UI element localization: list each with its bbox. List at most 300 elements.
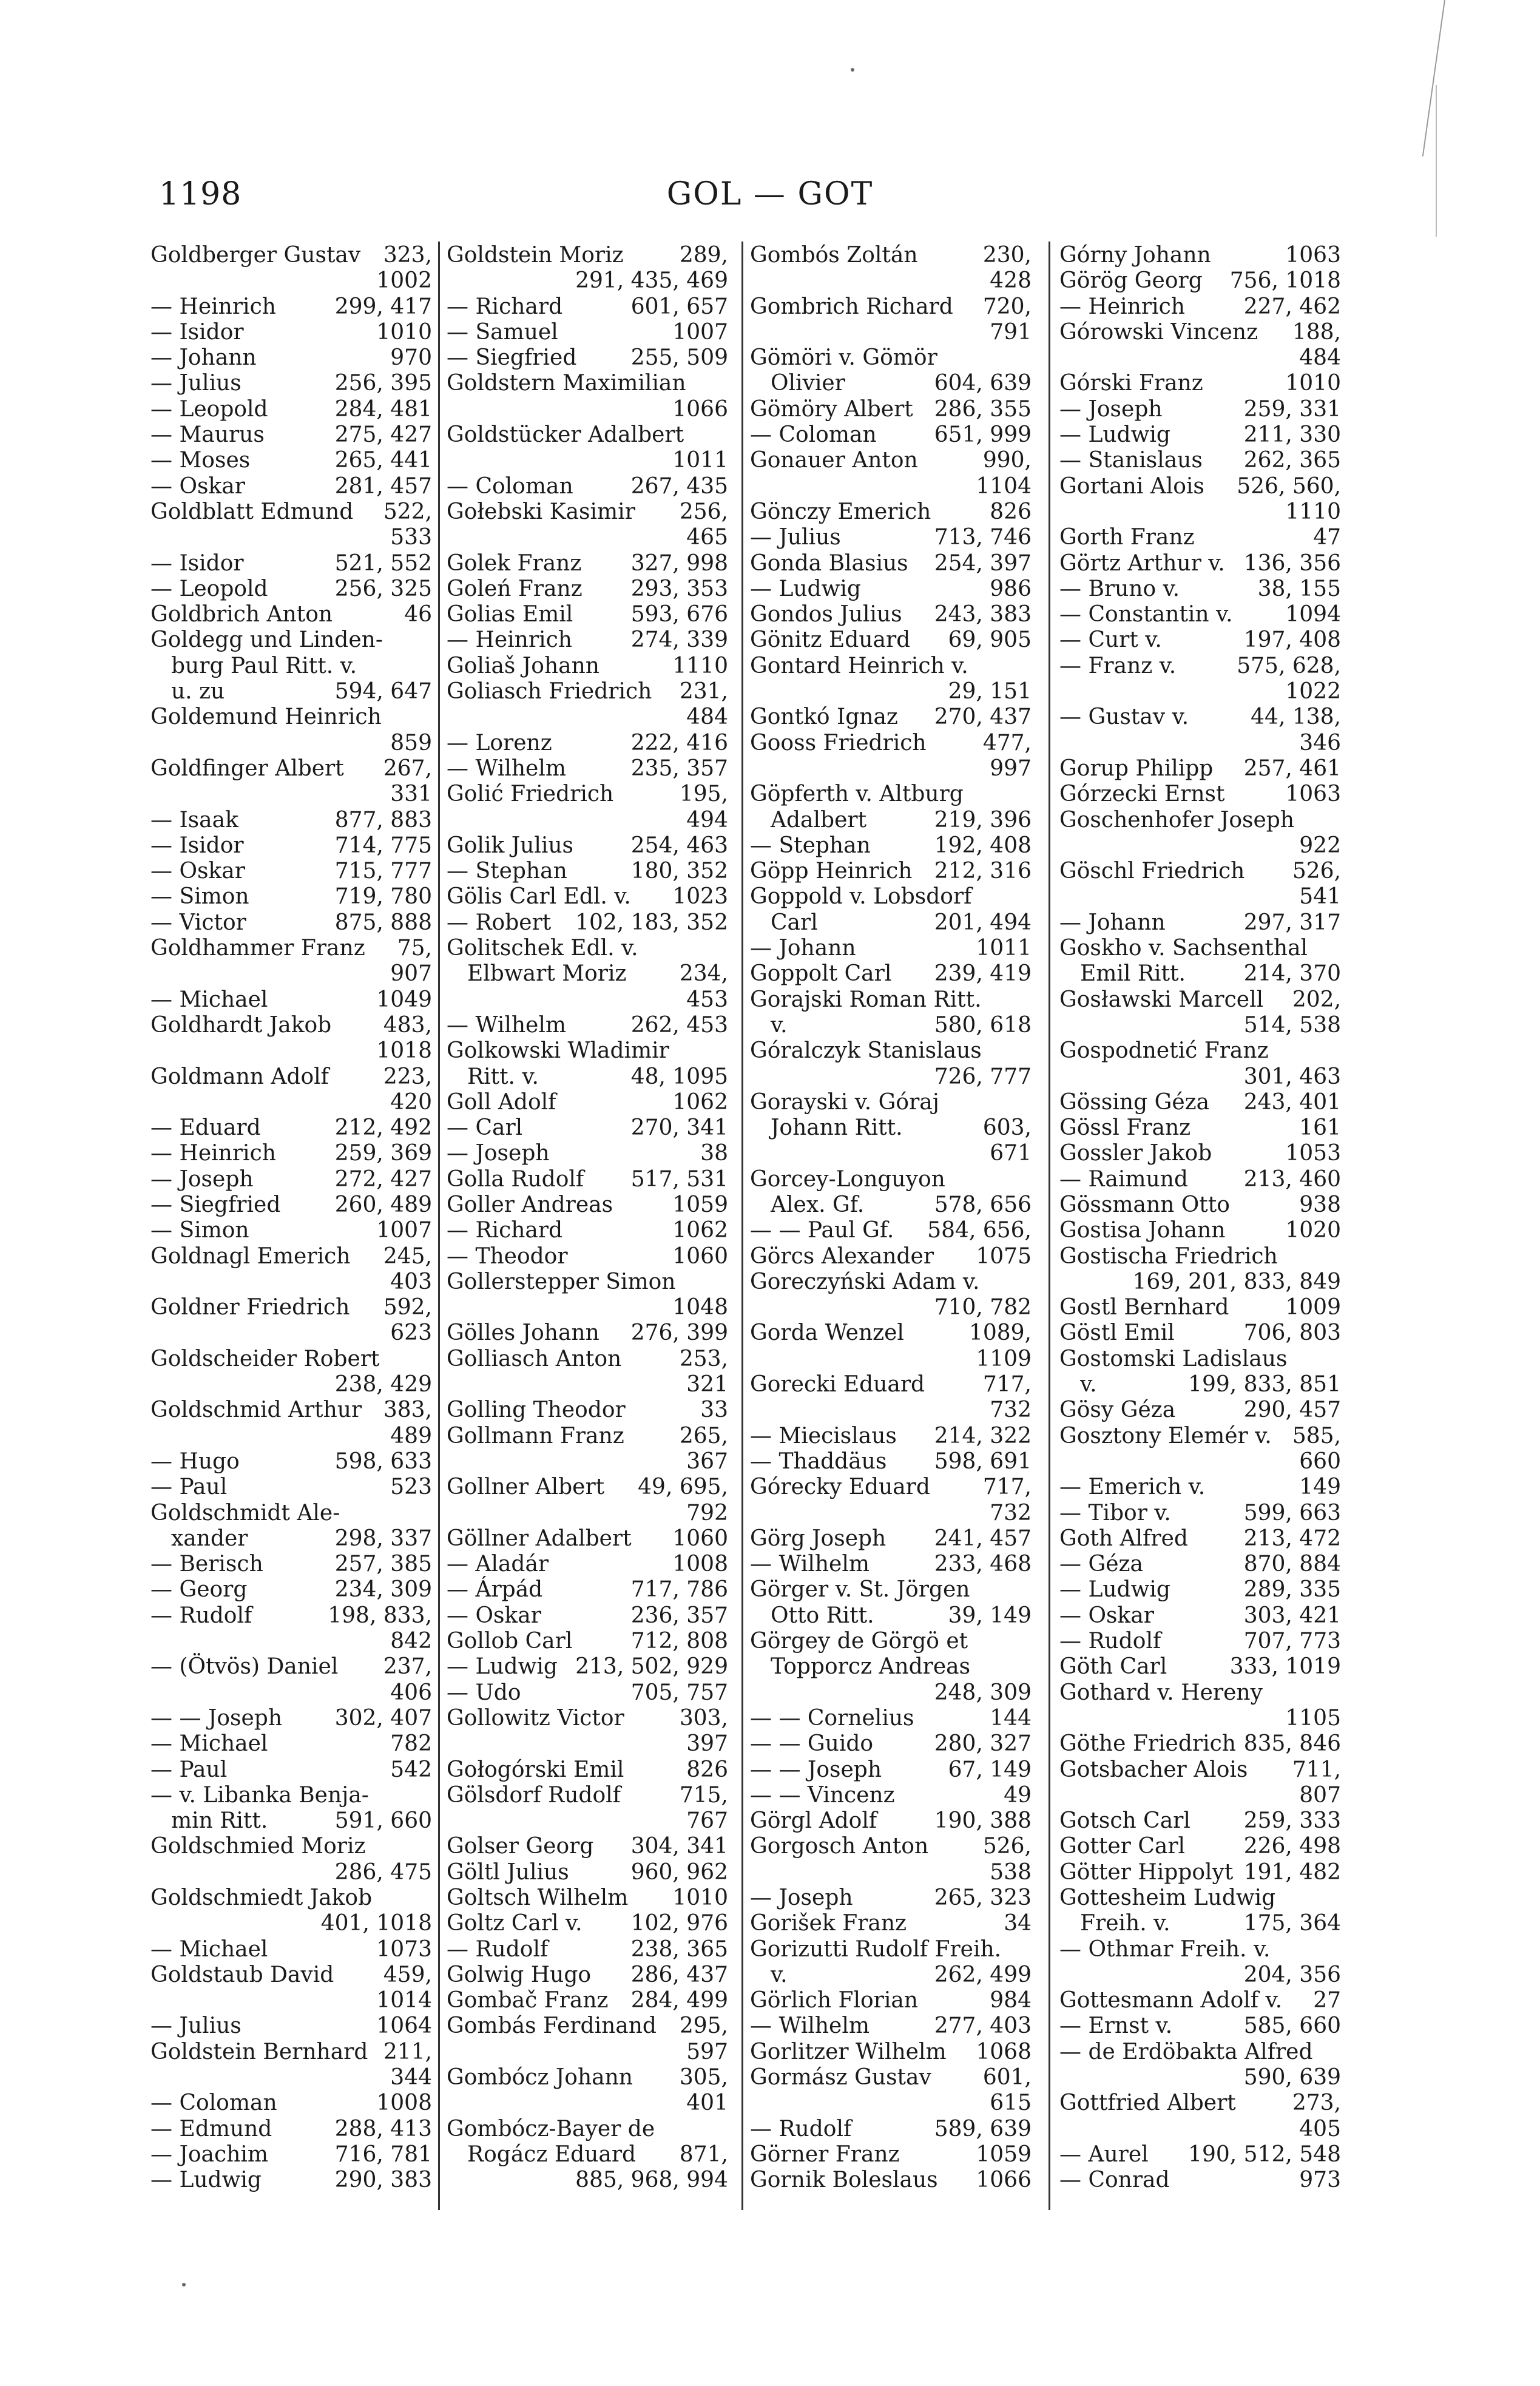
index-entry	[447, 1808, 731, 1834]
index-entry	[750, 1526, 1034, 1552]
entry-name: — Joseph	[750, 1885, 853, 1910]
entry-page-refs: 1060	[672, 1243, 728, 1269]
entry-name: Johann Ritt.	[771, 1115, 903, 1141]
entry-name: Goldschmied Moriz	[150, 1834, 366, 1859]
entry-page-refs: 284, 481	[334, 396, 432, 422]
entry-page-refs: 102, 976	[630, 1911, 728, 1936]
entry-page-refs: 226, 498	[1243, 1834, 1341, 1859]
index-entry	[1059, 1269, 1343, 1295]
index-entry	[750, 1988, 1034, 2013]
entry-page-refs: 34	[1004, 1911, 1032, 1936]
entry-name: Gossler Jakob	[1059, 1141, 1212, 1166]
index-entry	[150, 1988, 434, 2013]
entry-page-refs: 161	[1299, 1115, 1341, 1141]
index-entry	[150, 474, 434, 499]
index-entry	[750, 2168, 1034, 2193]
entry-name: — Ludwig	[1059, 1577, 1170, 1603]
index-entry	[1059, 1937, 1343, 1962]
entry-name: — Bruno v.	[1059, 576, 1180, 601]
entry-page-refs: 1020	[1285, 1218, 1341, 1243]
entry-name: Adalbert	[771, 807, 867, 833]
entry-page-refs: 1007	[672, 319, 728, 345]
entry-page-refs: 260, 489	[334, 1192, 432, 1217]
index-entry	[150, 2117, 434, 2142]
entry-page-refs: 1010	[376, 319, 432, 345]
entry-name: Goskho v. Sachsenthal	[1059, 936, 1308, 961]
index-entry	[1059, 654, 1343, 679]
entry-page-refs: 877, 883	[334, 807, 432, 833]
entry-name: Görgl Adolf	[750, 1808, 877, 1834]
entry-name: Gonda Blasius	[750, 550, 908, 576]
index-entry	[150, 1038, 434, 1064]
index-entry	[750, 1372, 1034, 1397]
index-entry	[750, 1244, 1034, 1269]
entry-page-refs: 256, 325	[334, 576, 432, 601]
index-entry	[447, 2168, 731, 2193]
entry-name: — Coloman	[150, 2090, 277, 2116]
entry-page-refs: 245,	[383, 1243, 432, 1269]
entry-name: — Leopold	[150, 576, 268, 601]
index-entry	[750, 961, 1034, 987]
entry-page-refs: 256, 395	[334, 371, 432, 396]
entry-name: — Constantin v.	[1059, 602, 1233, 627]
entry-page-refs: 298, 337	[334, 1526, 432, 1551]
entry-page-refs: 459,	[383, 1962, 432, 1987]
index-entry	[750, 422, 1034, 448]
entry-page-refs: 259, 369	[334, 1141, 432, 1166]
entry-name: Goldstein Moriz	[447, 243, 624, 268]
index-entry	[447, 654, 731, 679]
index-entry	[447, 1937, 731, 1962]
index-entry	[750, 756, 1034, 782]
index-entry	[750, 1449, 1034, 1475]
index-entry	[1059, 1347, 1343, 1372]
entry-page-refs: 1018	[376, 1038, 432, 1064]
entry-name: Gontard Heinrich v.	[750, 653, 968, 678]
entry-page-refs: 732	[990, 1397, 1032, 1423]
index-entry	[150, 1834, 434, 1859]
index-entry	[1059, 1064, 1343, 1090]
index-entry	[750, 551, 1034, 576]
entry-page-refs: 726, 777	[934, 1064, 1032, 1089]
entry-name: Goleń Franz	[447, 576, 583, 601]
index-entry	[1059, 987, 1343, 1013]
entry-name: — Curt v.	[1059, 627, 1162, 653]
entry-page-refs: 973	[1299, 2168, 1341, 2193]
index-entry	[447, 833, 731, 859]
index-entry	[150, 397, 434, 422]
index-entry	[1059, 448, 1343, 473]
entry-name: — Oskar	[447, 1603, 541, 1628]
index-entry	[150, 1192, 434, 1218]
entry-name: Gołebski Kasimir	[447, 499, 635, 524]
index-entry	[150, 1808, 434, 1834]
entry-name: Górny Johann	[1059, 243, 1211, 268]
entry-name: Golias Emil	[447, 602, 573, 627]
entry-name: Gondos Julius	[750, 602, 902, 627]
entry-page-refs: 202,	[1292, 987, 1341, 1012]
entry-page-refs: 323,	[383, 243, 432, 268]
index-entry	[447, 1141, 731, 1166]
entry-page-refs: 256,	[679, 499, 728, 524]
index-entry	[1059, 1808, 1343, 1834]
entry-name: Görcs Alexander	[750, 1243, 934, 1269]
entry-page-refs: 1064	[376, 2013, 432, 2039]
index-entry	[1059, 1757, 1343, 1783]
index-entry	[447, 294, 731, 320]
entry-page-refs: 598, 633	[334, 1448, 432, 1474]
entry-name: Górecky Eduard	[750, 1475, 930, 1500]
entry-page-refs: 236, 357	[630, 1603, 728, 1628]
entry-page-refs: 483,	[383, 1012, 432, 1038]
index-entry	[447, 910, 731, 936]
scan-artifact-line	[1436, 85, 1437, 237]
entry-name: Gölsdorf Rudolf	[447, 1782, 621, 1808]
entry-name: Goldblatt Edmund	[150, 499, 354, 524]
index-entry	[1059, 1783, 1343, 1808]
entry-page-refs: 406	[390, 1680, 432, 1705]
entry-page-refs: 1066	[672, 396, 728, 422]
index-entry	[150, 1706, 434, 1731]
entry-page-refs: 297, 317	[1243, 910, 1341, 935]
entry-page-refs: 199, 833, 851	[1188, 1372, 1341, 1397]
entry-name: — Georg	[150, 1577, 248, 1603]
index-entry	[750, 1783, 1034, 1808]
entry-page-refs: 707, 773	[1243, 1629, 1341, 1654]
entry-page-refs: 526,	[1292, 859, 1341, 884]
entry-page-refs: 523	[390, 1475, 432, 1500]
index-entry	[150, 243, 434, 268]
entry-name: — Coloman	[447, 473, 573, 499]
column-rule	[438, 242, 440, 2210]
entry-name: — Richard	[447, 1218, 563, 1243]
entry-page-refs: 990,	[982, 448, 1032, 473]
entry-page-refs: 782	[390, 1731, 432, 1757]
index-entry	[750, 474, 1034, 499]
index-entry	[150, 1680, 434, 1706]
index-entry	[750, 1090, 1034, 1115]
index-entry	[1059, 371, 1343, 396]
index-entry	[447, 1347, 731, 1372]
index-entry	[447, 731, 731, 756]
index-entry	[447, 1475, 731, 1500]
index-entry	[150, 1090, 434, 1115]
entry-page-refs: 578, 656	[934, 1192, 1032, 1217]
entry-name: — Aurel	[1059, 2141, 1149, 2167]
entry-page-refs: 136, 356	[1243, 550, 1341, 576]
entry-name: Otto Ritt.	[771, 1603, 874, 1628]
entry-name: Golek Franz	[447, 550, 582, 576]
index-entry	[750, 602, 1034, 627]
index-entry	[750, 1706, 1034, 1731]
entry-page-refs: 241, 457	[934, 1526, 1032, 1551]
entry-name: Göschl Friedrich	[1059, 859, 1245, 884]
entry-page-refs: 712, 808	[630, 1629, 728, 1654]
entry-name: — Wilhelm	[750, 2013, 870, 2039]
entry-page-refs: 1060	[672, 1526, 728, 1551]
entry-name: — Paul	[150, 1757, 228, 1782]
index-entry	[447, 1090, 731, 1115]
entry-page-refs: 262, 453	[630, 1012, 728, 1038]
entry-page-refs: 239, 419	[934, 961, 1032, 987]
index-entry	[447, 576, 731, 602]
index-entry	[447, 1552, 731, 1577]
entry-page-refs: 1094	[1285, 602, 1341, 627]
entry-page-refs: 705, 757	[630, 1680, 728, 1705]
entry-page-refs: 922	[1299, 833, 1341, 858]
index-entry	[1059, 1552, 1343, 1577]
index-entry	[447, 243, 731, 268]
entry-page-refs: 299, 417	[334, 294, 432, 319]
index-entry	[150, 627, 434, 653]
entry-name: — Michael	[150, 1936, 268, 1962]
entry-page-refs: 321	[686, 1372, 728, 1397]
entry-page-refs: 27	[1313, 1988, 1341, 2013]
entry-page-refs: 1109	[976, 1346, 1032, 1371]
entry-page-refs: 222, 416	[630, 730, 728, 755]
entry-name: — Ludwig	[750, 576, 861, 601]
entry-name: u. zu	[171, 679, 225, 705]
entry-name: — Heinrich	[447, 627, 572, 653]
entry-name: — Edmund	[150, 2116, 272, 2141]
entry-name: Gorcey-Longuyon	[750, 1166, 945, 1192]
entry-name: Göpferth v. Altburg	[750, 782, 964, 807]
entry-page-refs: 257, 385	[334, 1552, 432, 1577]
entry-page-refs: 1063	[1285, 243, 1341, 268]
index-entry	[750, 1860, 1034, 1885]
index-entry	[447, 756, 731, 782]
entry-page-refs: 575, 628,	[1237, 653, 1341, 678]
entry-page-refs: 286, 355	[934, 396, 1032, 422]
index-entry	[750, 782, 1034, 807]
index-entry	[150, 1937, 434, 1962]
entry-page-refs: 48, 1095	[630, 1064, 728, 1089]
entry-name: — Joseph	[150, 1166, 254, 1192]
entry-page-refs: 484	[686, 705, 728, 730]
entry-page-refs: 213, 502, 929	[575, 1654, 728, 1680]
entry-name: — Joachim	[150, 2141, 269, 2167]
index-entry	[150, 654, 434, 679]
index-entry	[447, 1783, 731, 1808]
index-entry	[150, 782, 434, 807]
index-entry	[1059, 756, 1343, 782]
index-entry	[150, 1141, 434, 1166]
entry-name: — Simon	[150, 884, 249, 910]
entry-name: Golić Friedrich	[447, 782, 614, 807]
index-entry	[750, 1885, 1034, 1911]
index-entry	[1059, 1603, 1343, 1629]
index-entry	[1059, 1911, 1343, 1936]
entry-page-refs: 238, 429	[334, 1372, 432, 1397]
index-entry	[150, 936, 434, 961]
index-entry	[1059, 961, 1343, 987]
index-entry	[1059, 499, 1343, 525]
entry-name: Goldmann Adolf	[150, 1064, 329, 1089]
entry-page-refs: 291, 435, 469	[575, 268, 728, 294]
entry-name: — Hugo	[150, 1448, 240, 1474]
entry-name: Göltl Julius	[447, 1859, 569, 1885]
entry-page-refs: 238, 365	[630, 1936, 728, 1962]
entry-name: Goldschmid Arthur	[150, 1397, 362, 1423]
entry-page-refs: 265, 323	[934, 1885, 1032, 1910]
index-entry	[1059, 705, 1343, 730]
index-entry	[447, 1911, 731, 1936]
entry-name: Gorayski v. Góraj	[750, 1089, 939, 1115]
entry-name: Gołogórski Emil	[447, 1757, 624, 1782]
entry-page-refs: 1049	[376, 987, 432, 1012]
entry-page-refs: 303, 421	[1243, 1603, 1341, 1628]
entry-name: — Simon	[150, 1218, 249, 1243]
index-entry	[150, 422, 434, 448]
entry-name: Gosławski Marcell	[1059, 987, 1264, 1012]
entry-page-refs: 792	[686, 1500, 728, 1526]
index-entry	[750, 1347, 1034, 1372]
entry-page-refs: 1011	[672, 448, 728, 473]
entry-name: — Rudolf	[447, 1936, 549, 1962]
index-entry	[447, 525, 731, 550]
entry-name: — Ludwig	[447, 1654, 558, 1680]
entry-page-refs: 1002	[376, 268, 432, 294]
index-entry	[1059, 1397, 1343, 1423]
entry-name: Gömöry Albert	[750, 396, 913, 422]
entry-page-refs: 333, 1019	[1229, 1654, 1341, 1680]
entry-name: — Coloman	[750, 422, 877, 448]
entry-name: Göstl Emil	[1059, 1320, 1175, 1346]
index-entry	[1059, 1141, 1343, 1166]
index-entry	[750, 1654, 1034, 1680]
entry-name: v.	[1080, 1372, 1097, 1397]
entry-name: Gonauer Anton	[750, 448, 918, 473]
entry-page-refs: 428	[990, 268, 1032, 294]
entry-name: Carl	[771, 910, 818, 935]
index-entry	[447, 1680, 731, 1706]
entry-page-refs: 1007	[376, 1218, 432, 1243]
entry-name: Goldhardt Jakob	[150, 1012, 332, 1038]
index-entry	[750, 679, 1034, 705]
index-entry	[150, 2013, 434, 2039]
entry-page-refs: 1053	[1285, 1141, 1341, 1166]
entry-name: Goldner Friedrich	[150, 1295, 350, 1320]
entry-page-refs: 526, 560,	[1237, 473, 1341, 499]
entry-page-refs: 719, 780	[334, 884, 432, 910]
index-entry	[447, 1988, 731, 2013]
index-entry	[150, 1629, 434, 1654]
entry-page-refs: 49, 695,	[638, 1475, 728, 1500]
entry-page-refs: 144	[990, 1705, 1032, 1731]
index-entry	[150, 1577, 434, 1603]
index-entry	[150, 1115, 434, 1141]
index-entry	[1059, 731, 1343, 756]
entry-name: — Theodor	[447, 1243, 568, 1269]
entry-page-refs: 383,	[383, 1397, 432, 1423]
entry-page-refs: 33	[700, 1397, 728, 1423]
entry-page-refs: 303,	[679, 1705, 728, 1731]
entry-name: Göth Carl	[1059, 1654, 1167, 1680]
index-entry	[150, 1372, 434, 1397]
entry-name: — Joseph	[447, 1141, 550, 1166]
index-entry	[1059, 627, 1343, 653]
entry-page-refs: 1014	[376, 1988, 432, 2013]
entry-name: Górzecki Ernst	[1059, 782, 1225, 807]
index-entry	[150, 602, 434, 627]
index-entry	[750, 833, 1034, 859]
index-entry	[750, 936, 1034, 961]
index-entry	[1059, 474, 1343, 499]
entry-name: Görger v. St. Jörgen	[750, 1577, 970, 1603]
entry-page-refs: 277, 403	[934, 2013, 1032, 2039]
entry-name: Gorup Philipp	[1059, 755, 1214, 781]
entry-page-refs: 584, 656,	[927, 1218, 1032, 1243]
entry-name: Emil Ritt.	[1080, 961, 1186, 987]
index-entry	[150, 345, 434, 371]
entry-page-refs: 660	[1299, 1448, 1341, 1474]
entry-page-refs: 211, 330	[1243, 422, 1341, 448]
entry-page-refs: 623	[390, 1320, 432, 1346]
entry-name: — Rudolf	[1059, 1629, 1161, 1654]
entry-page-refs: 188,	[1292, 319, 1341, 345]
entry-name: — Isidor	[150, 550, 244, 576]
entry-name: — Heinrich	[150, 294, 276, 319]
entry-page-refs: 270, 437	[934, 705, 1032, 730]
entry-name: — Paul	[150, 1475, 228, 1500]
index-entry	[1059, 2013, 1343, 2039]
entry-name: Gornik Boleslaus	[750, 2168, 938, 2193]
entry-page-refs: 590, 639	[1243, 2065, 1341, 2090]
entry-page-refs: 259, 333	[1243, 1808, 1341, 1834]
entry-page-refs: 331	[390, 782, 432, 807]
entry-page-refs: 212, 316	[934, 859, 1032, 884]
index-entry	[447, 859, 731, 884]
entry-page-refs: 257, 461	[1243, 755, 1341, 781]
index-entry	[1059, 884, 1343, 910]
entry-name: Góralczyk Stanislaus	[750, 1038, 982, 1064]
index-entry	[1059, 1834, 1343, 1859]
entry-page-refs: 290, 457	[1243, 1397, 1341, 1423]
scan-speck	[182, 2283, 186, 2286]
index-entry	[150, 987, 434, 1013]
entry-page-refs: 169, 201, 833, 849	[1132, 1269, 1341, 1294]
entry-page-refs: 603,	[982, 1115, 1032, 1141]
entry-page-refs: 1075	[976, 1243, 1032, 1269]
entry-page-refs: 494	[686, 807, 728, 833]
entry-page-refs: 716, 781	[334, 2141, 432, 2167]
entry-name: v.	[771, 1962, 788, 1987]
index-entry	[150, 1731, 434, 1757]
entry-page-refs: 1008	[672, 1552, 728, 1577]
entry-name: Görlich Florian	[750, 1988, 918, 2013]
index-entry	[1059, 1090, 1343, 1115]
entry-name: — Siegfried	[447, 345, 577, 371]
entry-name: Göpp Heinrich	[750, 859, 913, 884]
entry-page-refs: 273,	[1292, 2090, 1341, 2116]
entry-name: Gottesheim Ludwig	[1059, 1885, 1276, 1910]
index-entry	[750, 1397, 1034, 1423]
entry-name: — Oskar	[150, 473, 245, 499]
entry-page-refs: 248, 309	[934, 1680, 1032, 1705]
entry-name: Goldemund Heinrich	[150, 705, 382, 730]
column-rule	[741, 242, 743, 2210]
index-entry	[447, 782, 731, 807]
entry-name: — Rudolf	[150, 1603, 252, 1628]
index-entry	[447, 1731, 731, 1757]
entry-name: Gombač Franz	[447, 1988, 609, 2013]
entry-page-refs: 180, 352	[630, 859, 728, 884]
index-entry	[1059, 1115, 1343, 1141]
index-entry	[150, 268, 434, 294]
entry-page-refs: 275, 427	[334, 422, 432, 448]
entry-name: Gormász Gustav	[750, 2065, 931, 2090]
entry-name: — Emerich v.	[1059, 1475, 1206, 1500]
